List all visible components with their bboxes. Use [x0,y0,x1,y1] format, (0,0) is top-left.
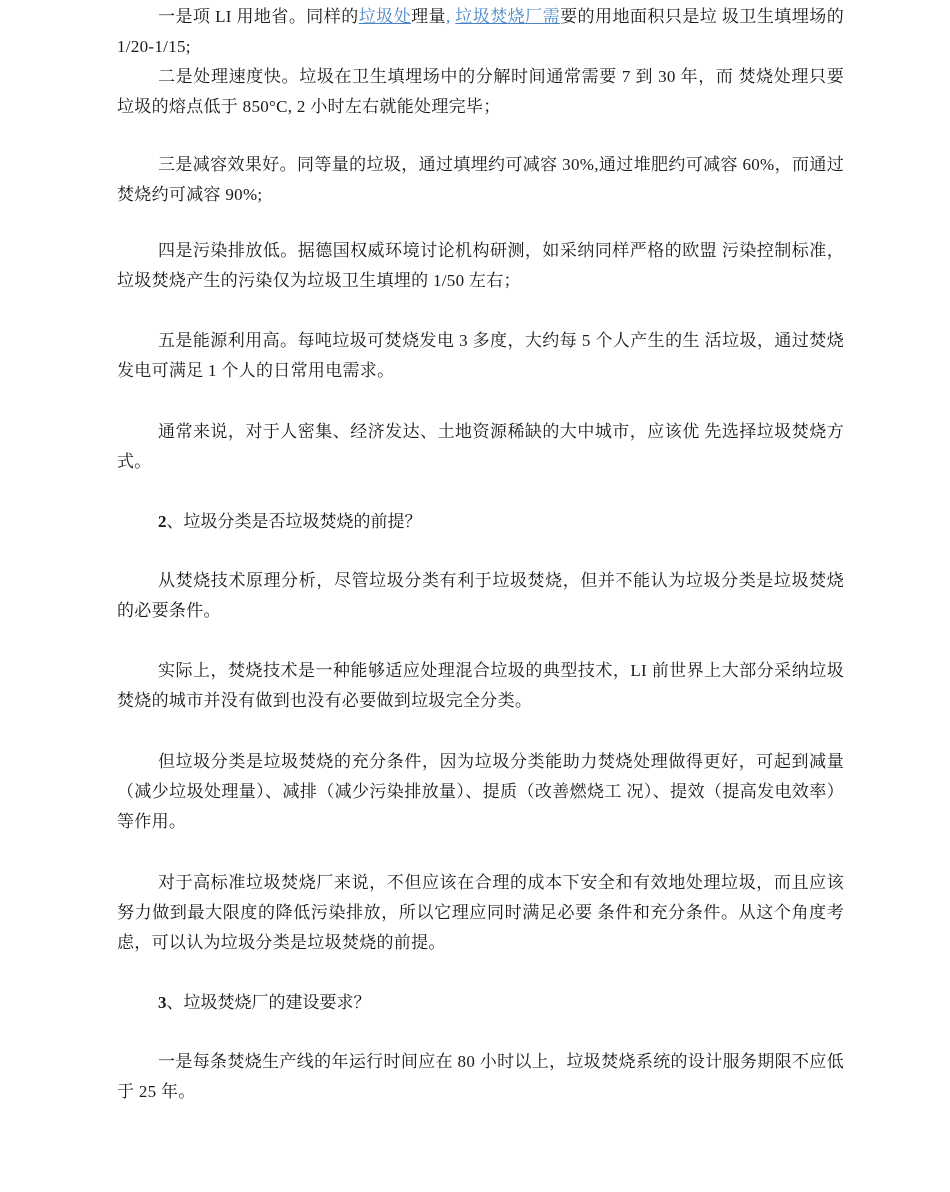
paragraph-energy-use: 五是能源利用高。每吨垃圾可焚烧发电 3 多度，大约每 5 个人产生的生 活垃圾，通过焚烧发电可满足 1 个人的日常用电需求。 [117,331,844,380]
section-heading-3-number: 3 [158,993,167,1012]
link-garbage-processing[interactable]: 垃圾处 [358,7,412,26]
paragraph-sufficient-condition: 但垃圾分类是垃圾焚烧的充分条件，因为垃圾分类能助力焚烧处理做得更好，可起到减量（减少垃圾处理量）、减排（减少污染排放量）、提质（改善燃烧工 况）、提效（提高发电效率）等作用。 [117,752,844,831]
paragraph-land-use-text-b: 理量 [411,7,447,26]
paragraph-land-use-text-a: 一是项 LI 用地省。同样的 [158,7,359,26]
paragraph-processing-speed: 二是处理速度快。垃圾在卫生填埋场中的分解时间通常需要 7 到 30 年，而 焚烧处理只要垃圾的熔点低于 850°C, 2 小时左右就能处理完毕； [117,67,844,116]
section-heading-3 [117,988,844,1018]
paragraph-high-standard-plant: 对于高标准垃圾焚烧厂来说，不但应该在合理的成本下安全和有效地处理垃圾，而且应该努力做到最大限度的降低污染排放，所以它理应同时满足必要 条件和充分条件。从这个角度考虑，可以认为垃圾分类是垃圾焚烧的前提。 [117,873,844,952]
paragraph-operation-requirements: 一是每条焚烧生产线的年运行时间应在 80 小时以上，垃圾焚烧系统的设计服务期限不应低于 25 年。 [117,1052,844,1101]
section-heading-2-number: 2 [158,512,167,531]
paragraph-land-use-text-c: 要的用地面积只是垃 圾卫生填埋场的 1/20-1/15; [117,7,844,56]
paragraph-technical-analysis: 从焚烧技术原理分析，尽管垃圾分类有利于垃圾焚烧，但并不能认为垃圾分类是垃圾焚烧的必要条件。 [117,571,844,620]
paragraph-mixed-waste: 实际上，焚烧技术是一种能够适应处理混合垃圾的典型技术，LI 前世界上大部分采纳垃圾焚烧的城市并没有做到也没有必要做到垃圾完全分类。 [117,661,844,710]
paragraph-low-pollution: 四是污染排放低。据德国权威环境讨论机构研测，如采纳同样严格的欧盟 污染控制标准，垃圾焚烧产生的污染仅为垃圾卫生填埋的 1/50 左右； [117,241,844,290]
section-heading-2-text: 、垃圾分类是否垃圾焚烧的前提？ [166,512,422,531]
paragraph-land-use-separator: , [446,7,456,26]
link-incineration-plant[interactable]: 垃圾焚烧厂需 [455,7,561,26]
paragraph-volume-reduction: 三是减容效果好。同等量的垃圾，通过填埋约可减容 30%,通过堆肥约可减容 60%，而通过焚烧约可减容 90%; [117,155,844,204]
paragraph-land-use [117,2,844,62]
section-heading-3-text: 、垃圾焚烧厂的建设要求？ [166,993,371,1012]
section-heading-2 [117,507,844,537]
paragraph-city-recommendation: 通常来说，对于人密集、经济发达、土地资源稀缺的大中城市，应该优 先选择垃圾焚烧方式。 [117,422,844,471]
